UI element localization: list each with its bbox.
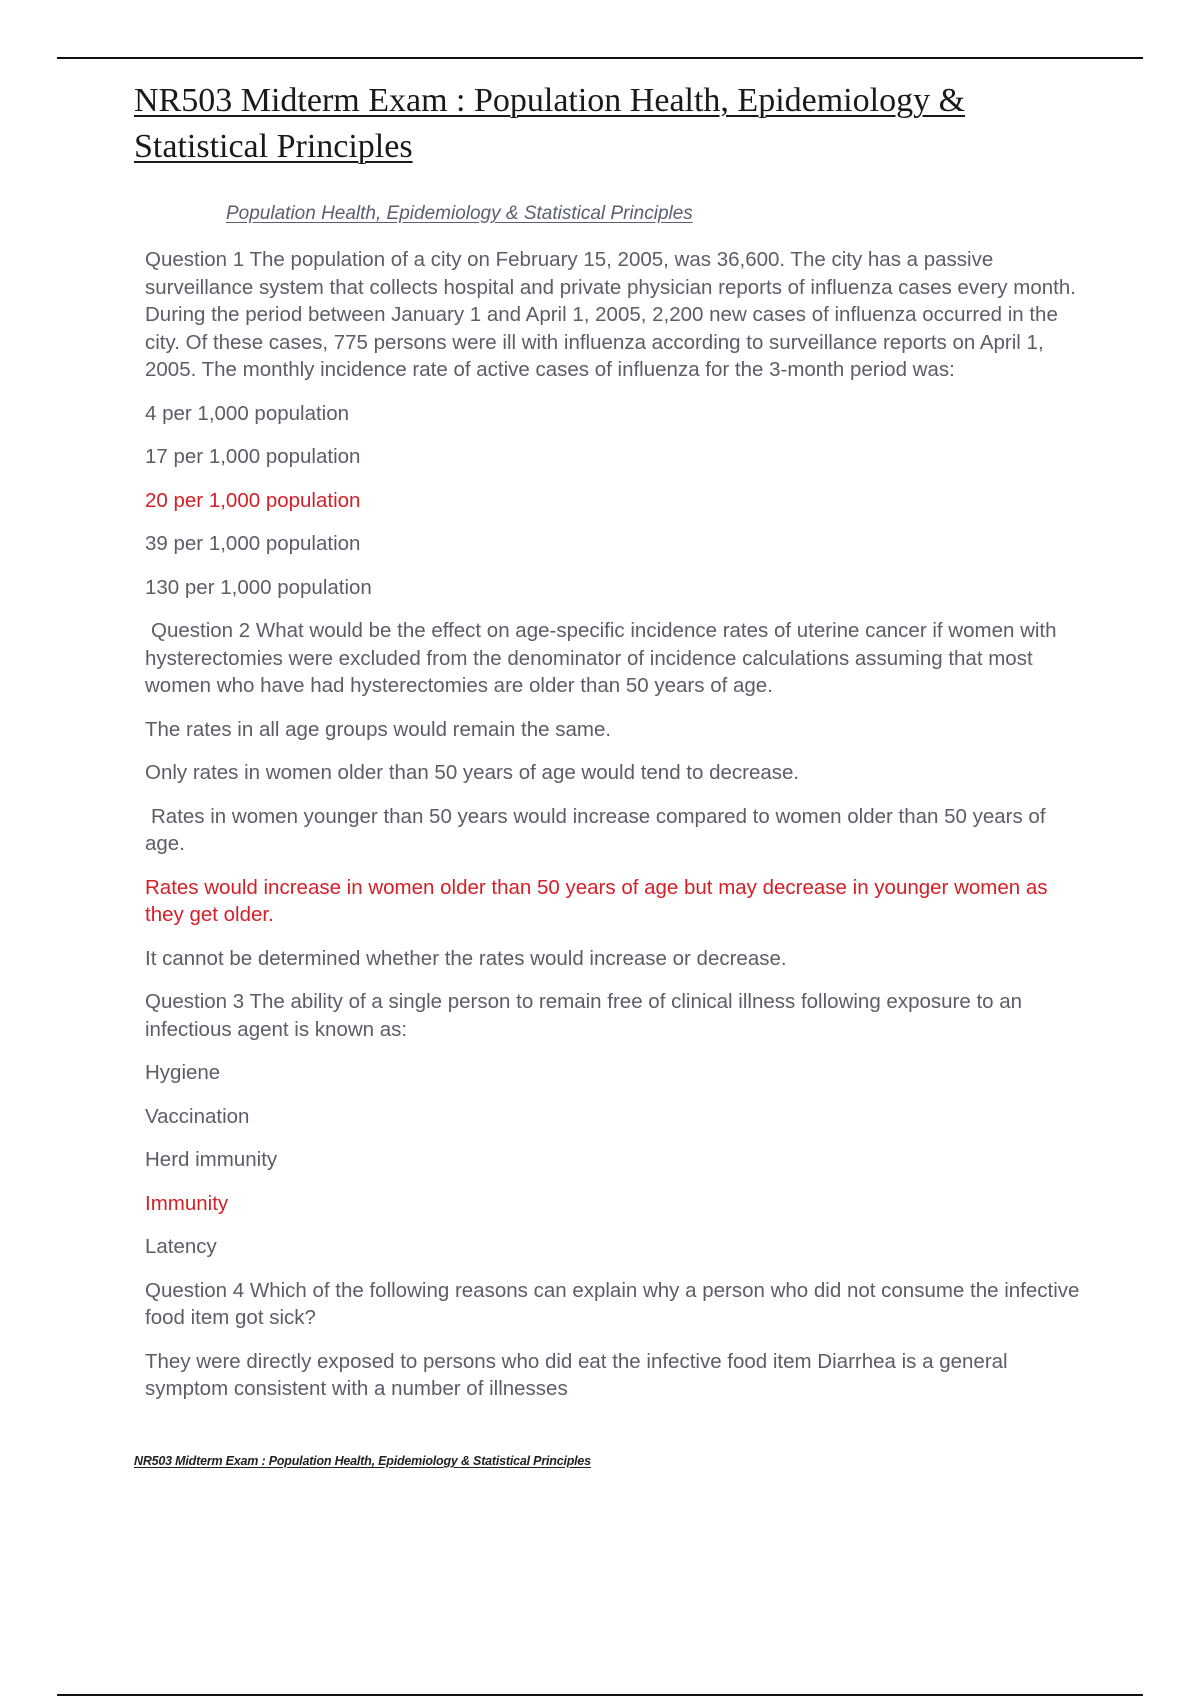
- question-2-option-a: The rates in all age groups would remain the same.: [145, 717, 612, 741]
- top-rule: [57, 57, 1143, 59]
- question-3-option-c: Herd immunity: [145, 1148, 278, 1171]
- question-2-prompt: Question 2 What would be the effect on age-specific incidence rates of uterine cancer if women with hysterectomies were excluded from the denominator of incidence calculations assuming that most women who have had hysterectomies are older than 50 years of age.: [145, 619, 1057, 697]
- footer-document-title: NR503 Midterm Exam : Population Health, Epidemiology & Statistical Principles: [134, 1454, 591, 1468]
- exam-content: [145, 246, 1085, 1419]
- question-1-prompt: Question 1 The population of a city on February 15, 2005, was 36,600. The city has a passive surveillance system that collects hospital and private physician reports of influenza cases every month. During the period between January 1 and April 1, 2005, 2,200 new cases of influenza occurred in the city. Of these cases, 775 persons were ill with influenza according to surveillance reports on April 1, 2005. The monthly incidence rate of active cases of influenza for the 3-month period was:: [145, 248, 1076, 381]
- bottom-rule: [57, 1694, 1143, 1696]
- question-4-prompt: Question 4 Which of the following reasons can explain why a person who did not consume the infective food item got sick?: [145, 1278, 1080, 1329]
- question-1-option-e: 130 per 1,000 population: [145, 575, 372, 599]
- question-1-option-d: 39 per 1,000 population: [145, 532, 361, 555]
- question-2-option-d-correct: Rates would increase in women older than 50 years of age but may decrease in younger women as they get older.: [145, 875, 1048, 926]
- document-subtitle: Population Health, Epidemiology & Statistical Principles: [226, 203, 693, 224]
- question-3-option-d-correct: Immunity: [145, 1191, 229, 1215]
- question-3-option-a: Hygiene: [145, 1061, 221, 1084]
- question-3-prompt: Question 3 The ability of a single person to remain free of clinical illness following exposure to an infectious agent is known as:: [145, 990, 1023, 1041]
- question-2-option-b: Only rates in women older than 50 years of age would tend to decrease.: [145, 761, 800, 784]
- question-4-option-a: They were directly exposed to persons who did eat the infective food item Diarrhea is a general symptom consistent with a number of illnesses: [145, 1349, 1008, 1400]
- question-1-option-c-correct: 20 per 1,000 population: [145, 488, 361, 512]
- question-2-option-e: It cannot be determined whether the rates would increase or decrease.: [145, 946, 787, 970]
- question-3-option-b: Vaccination: [145, 1104, 250, 1128]
- page-title: NR503 Midterm Exam : Population Health, Epidemiology & Statistical Principles: [134, 82, 966, 165]
- question-1-option-a: 4 per 1,000 population: [145, 401, 350, 425]
- question-1-option-b: 17 per 1,000 population: [145, 445, 361, 468]
- question-3-option-e: Latency: [145, 1235, 217, 1258]
- question-2-option-c: Rates in women younger than 50 years would increase compared to women older than 50 years of age.: [145, 804, 1046, 855]
